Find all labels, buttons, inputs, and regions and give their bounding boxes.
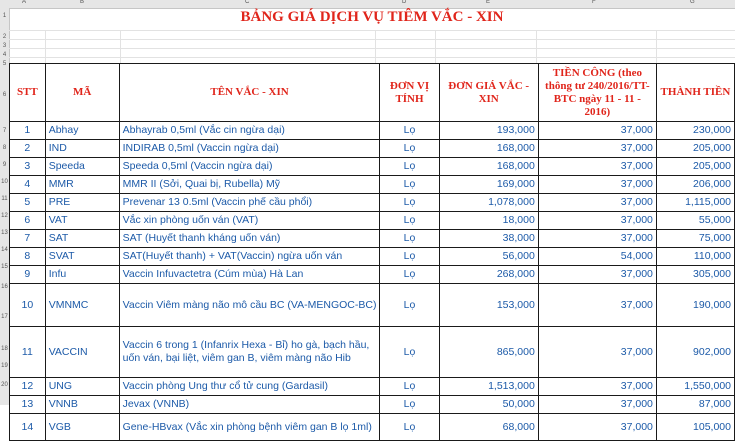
cell-tiencong[interactable]: 54,000 — [538, 248, 656, 266]
cell-tiencong[interactable]: 37,000 — [538, 176, 656, 194]
cell-ten[interactable]: INDIRAB 0,5ml (Vaccin ngừa dại) — [119, 140, 380, 158]
cell-ma[interactable]: Abhay — [45, 122, 119, 140]
row-number[interactable]: 1 — [2, 13, 7, 19]
cell-stt[interactable]: 10 — [10, 284, 46, 327]
cell-donvi[interactable]: Lọ — [380, 212, 439, 230]
cell-ma[interactable]: VACCIN — [45, 327, 119, 378]
gridline — [120, 30, 121, 63]
cell-thanhtien[interactable]: 1,550,000 — [656, 378, 734, 396]
cell-dongia[interactable]: 50,000 — [439, 396, 538, 414]
row-number[interactable]: 20 — [1, 382, 8, 388]
cell-stt[interactable]: 14 — [10, 414, 46, 441]
gridline — [536, 30, 537, 63]
row-number[interactable]: 3 — [2, 43, 7, 49]
table-row — [10, 414, 735, 441]
table-header-row — [10, 64, 735, 122]
cell-thanhtien[interactable]: 230,000 — [656, 122, 734, 140]
cell-ten[interactable]: Abhayrab 0,5ml (Vắc cin ngừa dại) — [119, 122, 380, 140]
column-letter-e[interactable]: E — [486, 0, 491, 5]
cell-thanhtien[interactable]: 206,000 — [656, 176, 734, 194]
cell-ten[interactable]: SAT(Huyết thanh) + VAT(Vaccin) ngừa uốn ván — [119, 248, 380, 266]
cell-ten[interactable]: Gene-HBvax (Vắc xin phòng bệnh viêm gan B lọ 1ml) — [119, 414, 380, 441]
row-number[interactable]: 16 — [1, 284, 8, 290]
cell-tiencong[interactable]: 37,000 — [538, 266, 656, 284]
column-letter-d[interactable]: D — [402, 0, 407, 5]
cell-donvi[interactable]: Lọ — [380, 140, 439, 158]
cell-dongia[interactable]: 38,000 — [439, 230, 538, 248]
column-letter-c[interactable]: C — [245, 0, 250, 5]
cell-thanhtien[interactable]: 110,000 — [656, 248, 734, 266]
cell-ten[interactable]: Vaccin phòng Ung thư cổ tử cung (Gardasil) — [119, 378, 380, 396]
row-number[interactable]: 10 — [1, 179, 8, 185]
cell-stt[interactable]: 4 — [10, 176, 46, 194]
cell-thanhtien[interactable]: 105,000 — [656, 414, 734, 441]
cell-tiencong[interactable]: 37,000 — [538, 327, 656, 378]
column-letter-f[interactable]: F — [592, 0, 596, 5]
table-row — [10, 327, 735, 378]
header-ten[interactable]: TÊN VẮC - XIN — [119, 64, 380, 122]
cell-dongia[interactable]: 1,078,000 — [439, 194, 538, 212]
gridline — [435, 30, 436, 63]
cell-tiencong[interactable]: 37,000 — [538, 378, 656, 396]
cell-tiencong[interactable]: 37,000 — [538, 194, 656, 212]
row-number[interactable]: 11 — [1, 196, 8, 202]
cell-stt[interactable]: 13 — [10, 396, 46, 414]
row-number[interactable]: 2 — [2, 34, 7, 40]
cell-stt[interactable]: 11 — [10, 327, 46, 378]
cell-thanhtien[interactable]: 205,000 — [656, 158, 734, 176]
table-row — [10, 122, 735, 140]
row-number[interactable]: 13 — [1, 230, 8, 236]
row-number[interactable]: 12 — [1, 213, 8, 219]
cell-dongia[interactable]: 268,000 — [439, 266, 538, 284]
header-stt[interactable]: STT — [10, 64, 46, 122]
row-number[interactable]: 5 — [2, 61, 7, 67]
cell-stt[interactable]: 8 — [10, 248, 46, 266]
table-row — [10, 140, 735, 158]
cell-stt[interactable]: 9 — [10, 266, 46, 284]
cell-donvi[interactable]: Lọ — [380, 266, 439, 284]
cell-ma[interactable]: SVAT — [45, 248, 119, 266]
table-row — [10, 284, 735, 327]
gridline — [9, 48, 735, 49]
cell-ma[interactable]: UNG — [45, 378, 119, 396]
cell-dongia[interactable]: 168,000 — [439, 140, 538, 158]
cell-ten[interactable]: Vaccin Infuvactetra (Cúm mùa) Hà Lan — [119, 266, 380, 284]
cell-ma[interactable]: IND — [45, 140, 119, 158]
cell-donvi[interactable]: Lọ — [380, 194, 439, 212]
table-row — [10, 194, 735, 212]
cell-tiencong[interactable]: 37,000 — [538, 140, 656, 158]
cell-dongia[interactable]: 153,000 — [439, 284, 538, 327]
cell-thanhtien[interactable]: 902,000 — [656, 327, 734, 378]
cell-dongia[interactable]: 169,000 — [439, 176, 538, 194]
cell-donvi[interactable]: Lọ — [380, 414, 439, 441]
cell-donvi[interactable]: Lọ — [380, 122, 439, 140]
cell-stt[interactable]: 7 — [10, 230, 46, 248]
cell-ma[interactable]: VGB — [45, 414, 119, 441]
cell-ten[interactable]: SAT (Huyết thanh kháng uốn ván) — [119, 230, 380, 248]
table-row — [10, 248, 735, 266]
gridline — [9, 30, 735, 31]
row-number[interactable]: 15 — [1, 264, 8, 270]
table-row — [10, 212, 735, 230]
cell-donvi[interactable]: Lọ — [380, 158, 439, 176]
cell-stt[interactable]: 6 — [10, 212, 46, 230]
cell-donvi[interactable]: Lọ — [380, 284, 439, 327]
header-donvi[interactable]: ĐƠN VỊ TÍNH — [380, 64, 439, 122]
cell-tiencong[interactable]: 37,000 — [538, 414, 656, 441]
row-number[interactable]: 18 — [1, 346, 8, 352]
cell-ten[interactable]: MMR II (Sởi, Quai bị, Rubella) Mỹ — [119, 176, 380, 194]
cell-stt[interactable]: 12 — [10, 378, 46, 396]
gridline — [656, 30, 657, 63]
table-row — [10, 266, 735, 284]
cell-ten[interactable]: Vaccin 6 trong 1 (Infanrix Hexa - Bỉ) ho gà, bạch hầu, uốn ván, bại liệt, viêm gan B, viêm màng não Hib — [119, 327, 380, 378]
row-number[interactable]: 7 — [2, 128, 7, 134]
row-number[interactable]: 19 — [1, 363, 8, 369]
table-row — [10, 176, 735, 194]
cell-dongia[interactable]: 68,000 — [439, 414, 538, 441]
cell-donvi[interactable]: Lọ — [380, 396, 439, 414]
cell-tiencong[interactable]: 37,000 — [538, 212, 656, 230]
row-number[interactable]: 17 — [1, 314, 8, 320]
gridline — [45, 30, 46, 63]
cell-ma[interactable]: VNNB — [45, 396, 119, 414]
column-letter-g[interactable]: G — [690, 0, 695, 5]
vaccine-price-table — [9, 63, 735, 441]
header-dongia[interactable]: ĐƠN GIÁ VẮC - XIN — [439, 64, 538, 122]
cell-tiencong[interactable]: 37,000 — [538, 396, 656, 414]
header-tiencong[interactable]: TIỀN CÔNG (theo thông tư 240/2016/TT-BTC ngày 11 - 11 - 2016) — [538, 64, 656, 122]
cell-tiencong[interactable]: 37,000 — [538, 122, 656, 140]
cell-tiencong[interactable]: 37,000 — [538, 284, 656, 327]
cell-thanhtien[interactable]: 1,115,000 — [656, 194, 734, 212]
cell-dongia[interactable]: 1,513,000 — [439, 378, 538, 396]
cell-dongia[interactable]: 18,000 — [439, 212, 538, 230]
cell-donvi[interactable]: Lọ — [380, 248, 439, 266]
cell-ma[interactable]: VMNMC — [45, 284, 119, 327]
gridline — [375, 30, 376, 63]
row-number[interactable]: 9 — [2, 162, 7, 168]
cell-ten[interactable]: Speeda 0,5ml (Vaccin ngừa dại) — [119, 158, 380, 176]
row-number[interactable]: 6 — [2, 92, 7, 98]
cell-dongia[interactable]: 168,000 — [439, 158, 538, 176]
cell-dongia[interactable]: 193,000 — [439, 122, 538, 140]
header-thanhtien[interactable]: THÀNH TIỀN — [656, 64, 734, 122]
sheet-title[interactable]: BẢNG GIÁ DỊCH VỤ TIÊM VẮC - XIN — [240, 9, 504, 25]
cell-tiencong[interactable]: 37,000 — [538, 230, 656, 248]
cell-thanhtien[interactable]: 305,000 — [656, 266, 734, 284]
cell-ten[interactable]: Jevax (VNNB) — [119, 396, 380, 414]
table-row — [10, 230, 735, 248]
cell-stt[interactable]: 2 — [10, 140, 46, 158]
cell-ten[interactable]: Vaccin Viêm màng não mô cầu BC (VA-MENGOC-BC) — [119, 284, 380, 327]
empty-grid-area — [9, 30, 735, 66]
cell-ma[interactable]: Speeda — [45, 158, 119, 176]
cell-ma[interactable]: VAT — [45, 212, 119, 230]
table-row — [10, 158, 735, 176]
table-row — [10, 378, 735, 396]
column-letter-b[interactable]: B — [80, 0, 85, 5]
cell-dongia[interactable]: 865,000 — [439, 327, 538, 378]
cell-donvi[interactable]: Lọ — [380, 176, 439, 194]
cell-tiencong[interactable]: 37,000 — [538, 158, 656, 176]
cell-dongia[interactable]: 56,000 — [439, 248, 538, 266]
cell-stt[interactable]: 5 — [10, 194, 46, 212]
cell-stt[interactable]: 1 — [10, 122, 46, 140]
cell-donvi[interactable]: Lọ — [380, 230, 439, 248]
gridline — [9, 39, 735, 40]
cell-thanhtien[interactable]: 87,000 — [656, 396, 734, 414]
cell-ma[interactable]: MMR — [45, 176, 119, 194]
cell-donvi[interactable]: Lọ — [380, 327, 439, 378]
column-letter-a[interactable]: A — [22, 0, 27, 5]
cell-stt[interactable]: 3 — [10, 158, 46, 176]
cell-thanhtien[interactable]: 190,000 — [656, 284, 734, 327]
cell-thanhtien[interactable]: 205,000 — [656, 140, 734, 158]
gridline — [9, 57, 735, 58]
row-number[interactable]: 8 — [2, 145, 7, 151]
cell-thanhtien[interactable]: 55,000 — [656, 212, 734, 230]
cell-ten[interactable]: Prevenar 13 0.5ml (Vaccin phế cầu phổi) — [119, 194, 380, 212]
cell-ma[interactable]: PRE — [45, 194, 119, 212]
cell-ma[interactable]: SAT — [45, 230, 119, 248]
cell-ma[interactable]: Infu — [45, 266, 119, 284]
cell-ten[interactable]: Vắc xin phòng uốn ván (VAT) — [119, 212, 380, 230]
cell-thanhtien[interactable]: 75,000 — [656, 230, 734, 248]
header-ma[interactable]: MÃ — [45, 64, 119, 122]
row-number[interactable]: 4 — [2, 52, 7, 58]
cell-donvi[interactable]: Lọ — [380, 378, 439, 396]
row-number[interactable]: 14 — [1, 247, 8, 253]
